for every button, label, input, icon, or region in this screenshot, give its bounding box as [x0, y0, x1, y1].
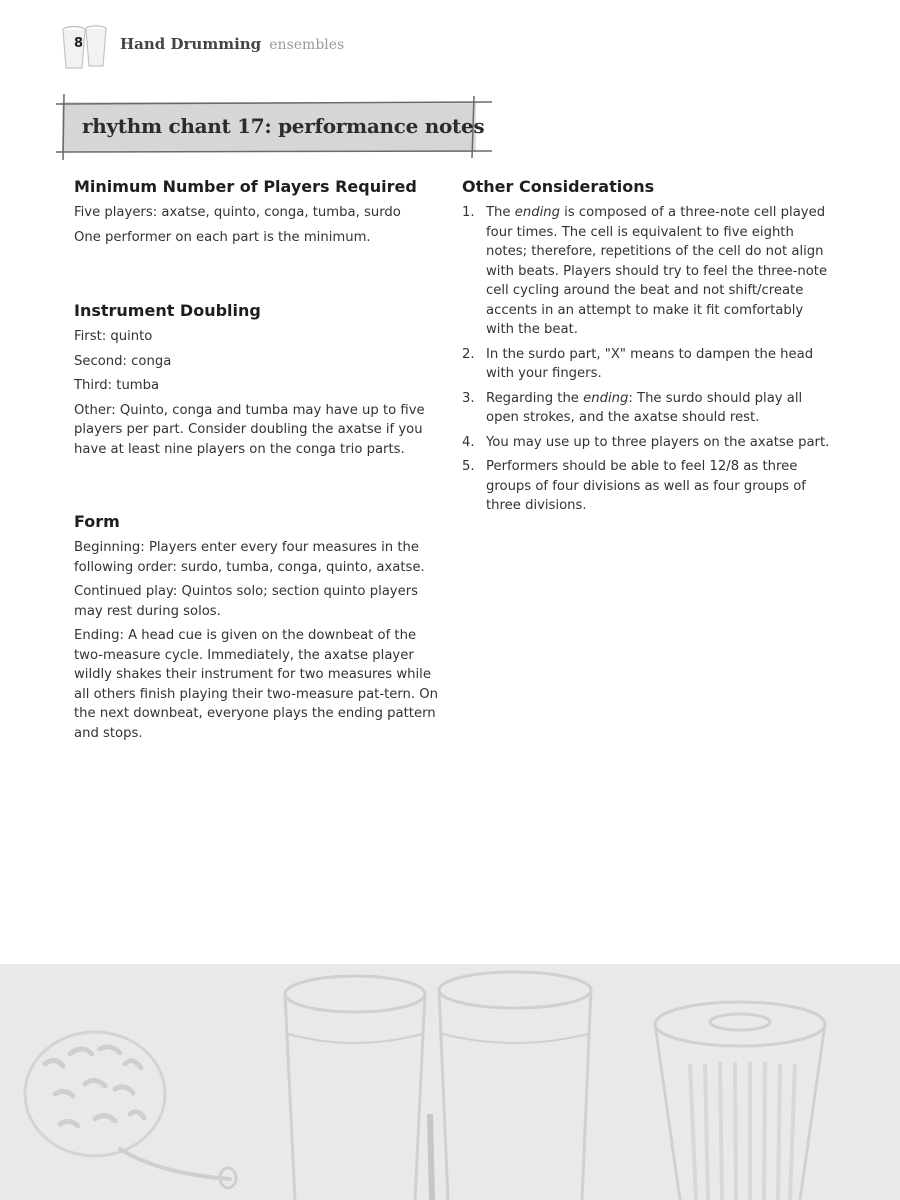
doubling-text: Third: tumba [74, 378, 160, 393]
list-item-text: : The surdo should play all open strokes, and the axatse should rest. [486, 390, 803, 425]
list-item-text: Regarding the [486, 390, 584, 406]
considerations-section [462, 176, 832, 516]
form-heading: Form [74, 512, 120, 531]
considerations-list [462, 203, 832, 516]
instruments-illustration [0, 964, 900, 1200]
conga-drums-icon [58, 22, 112, 72]
list-item-text: You may use up to three players on the axatse part. [486, 434, 830, 450]
doubling-section [74, 300, 446, 459]
list-item-emphasis: ending [583, 390, 629, 406]
list-item-text: is composed of a three-note cell played four times. The cell is equivalent to five eighth notes; therefore, repetitions of the cell do not align with beats. Players should try to feel the three-note cell cycling around the beat and not shift/create accents in an attempt to make it fit comfortably with the beat. [486, 205, 828, 337]
axatse-shaker-icon [25, 1032, 236, 1188]
left-column [74, 176, 446, 748]
list-item [462, 345, 832, 384]
doubling-text: First: quinto [74, 329, 153, 344]
footer-illustration-band [0, 964, 900, 1200]
list-item-number: 5. [462, 459, 475, 474]
doubling-text: Second: conga [74, 353, 172, 369]
book-title [120, 34, 344, 53]
list-item [462, 203, 832, 340]
list-item-text: Performers should be able to feel 12/8 as three groups of four divisions as well as four groups of three divisions. [486, 459, 806, 513]
list-item [462, 457, 832, 516]
book-title-sub: ensembles [269, 37, 345, 53]
list-item-number: 1. [462, 205, 475, 220]
min-players-heading: Minimum Number of Players Required [74, 177, 417, 196]
min-players-section [74, 176, 446, 247]
list-item [462, 433, 832, 453]
min-players-text: Five players: axatse, quinto, conga, tumba, surdo [74, 205, 401, 220]
list-item-number: 2. [462, 346, 475, 362]
doubling-text: Other: Quinto, conga and tumba may have up to five players per part. Consider doubling the axatse if you have at least nine players on the conga trio parts. [74, 402, 425, 457]
form-text: Ending: A head cue is given on the downbeat of the two-measure cycle. Immediately, the axatse player wildly shakes their instrument for two measures while all others finish playing their two-measure pat-tern. On the next downbeat, everyone plays the ending pattern and stops. [74, 628, 439, 741]
chant-title: rhythm chant 17: performance notes [82, 114, 485, 138]
list-item-text: The [486, 205, 515, 220]
page-number: 8 [74, 36, 84, 51]
form-section [74, 511, 446, 743]
conga-drums-icon [285, 972, 591, 1200]
list-item-text: In the surdo part, "X" means to dampen the head with your fingers. [486, 346, 814, 381]
form-text: Continued play: Quintos solo; section quinto players may rest during solos. [74, 584, 419, 619]
right-column [462, 176, 832, 521]
list-item-emphasis: ending [514, 205, 560, 220]
book-title-main: Hand Drumming [120, 35, 262, 53]
list-item [462, 389, 832, 428]
list-item-number: 4. [462, 434, 475, 450]
considerations-heading: Other Considerations [462, 177, 655, 196]
section-banner [56, 94, 492, 160]
form-text: Beginning: Players enter every four measures in the following order: surdo, tumba, conga, quinto, axatse. [74, 540, 425, 575]
doubling-heading: Instrument Doubling [74, 301, 261, 320]
min-players-text: One performer on each part is the minimum. [74, 229, 371, 245]
surdo-drum-icon [655, 1002, 825, 1200]
list-item-number: 3. [462, 390, 475, 406]
